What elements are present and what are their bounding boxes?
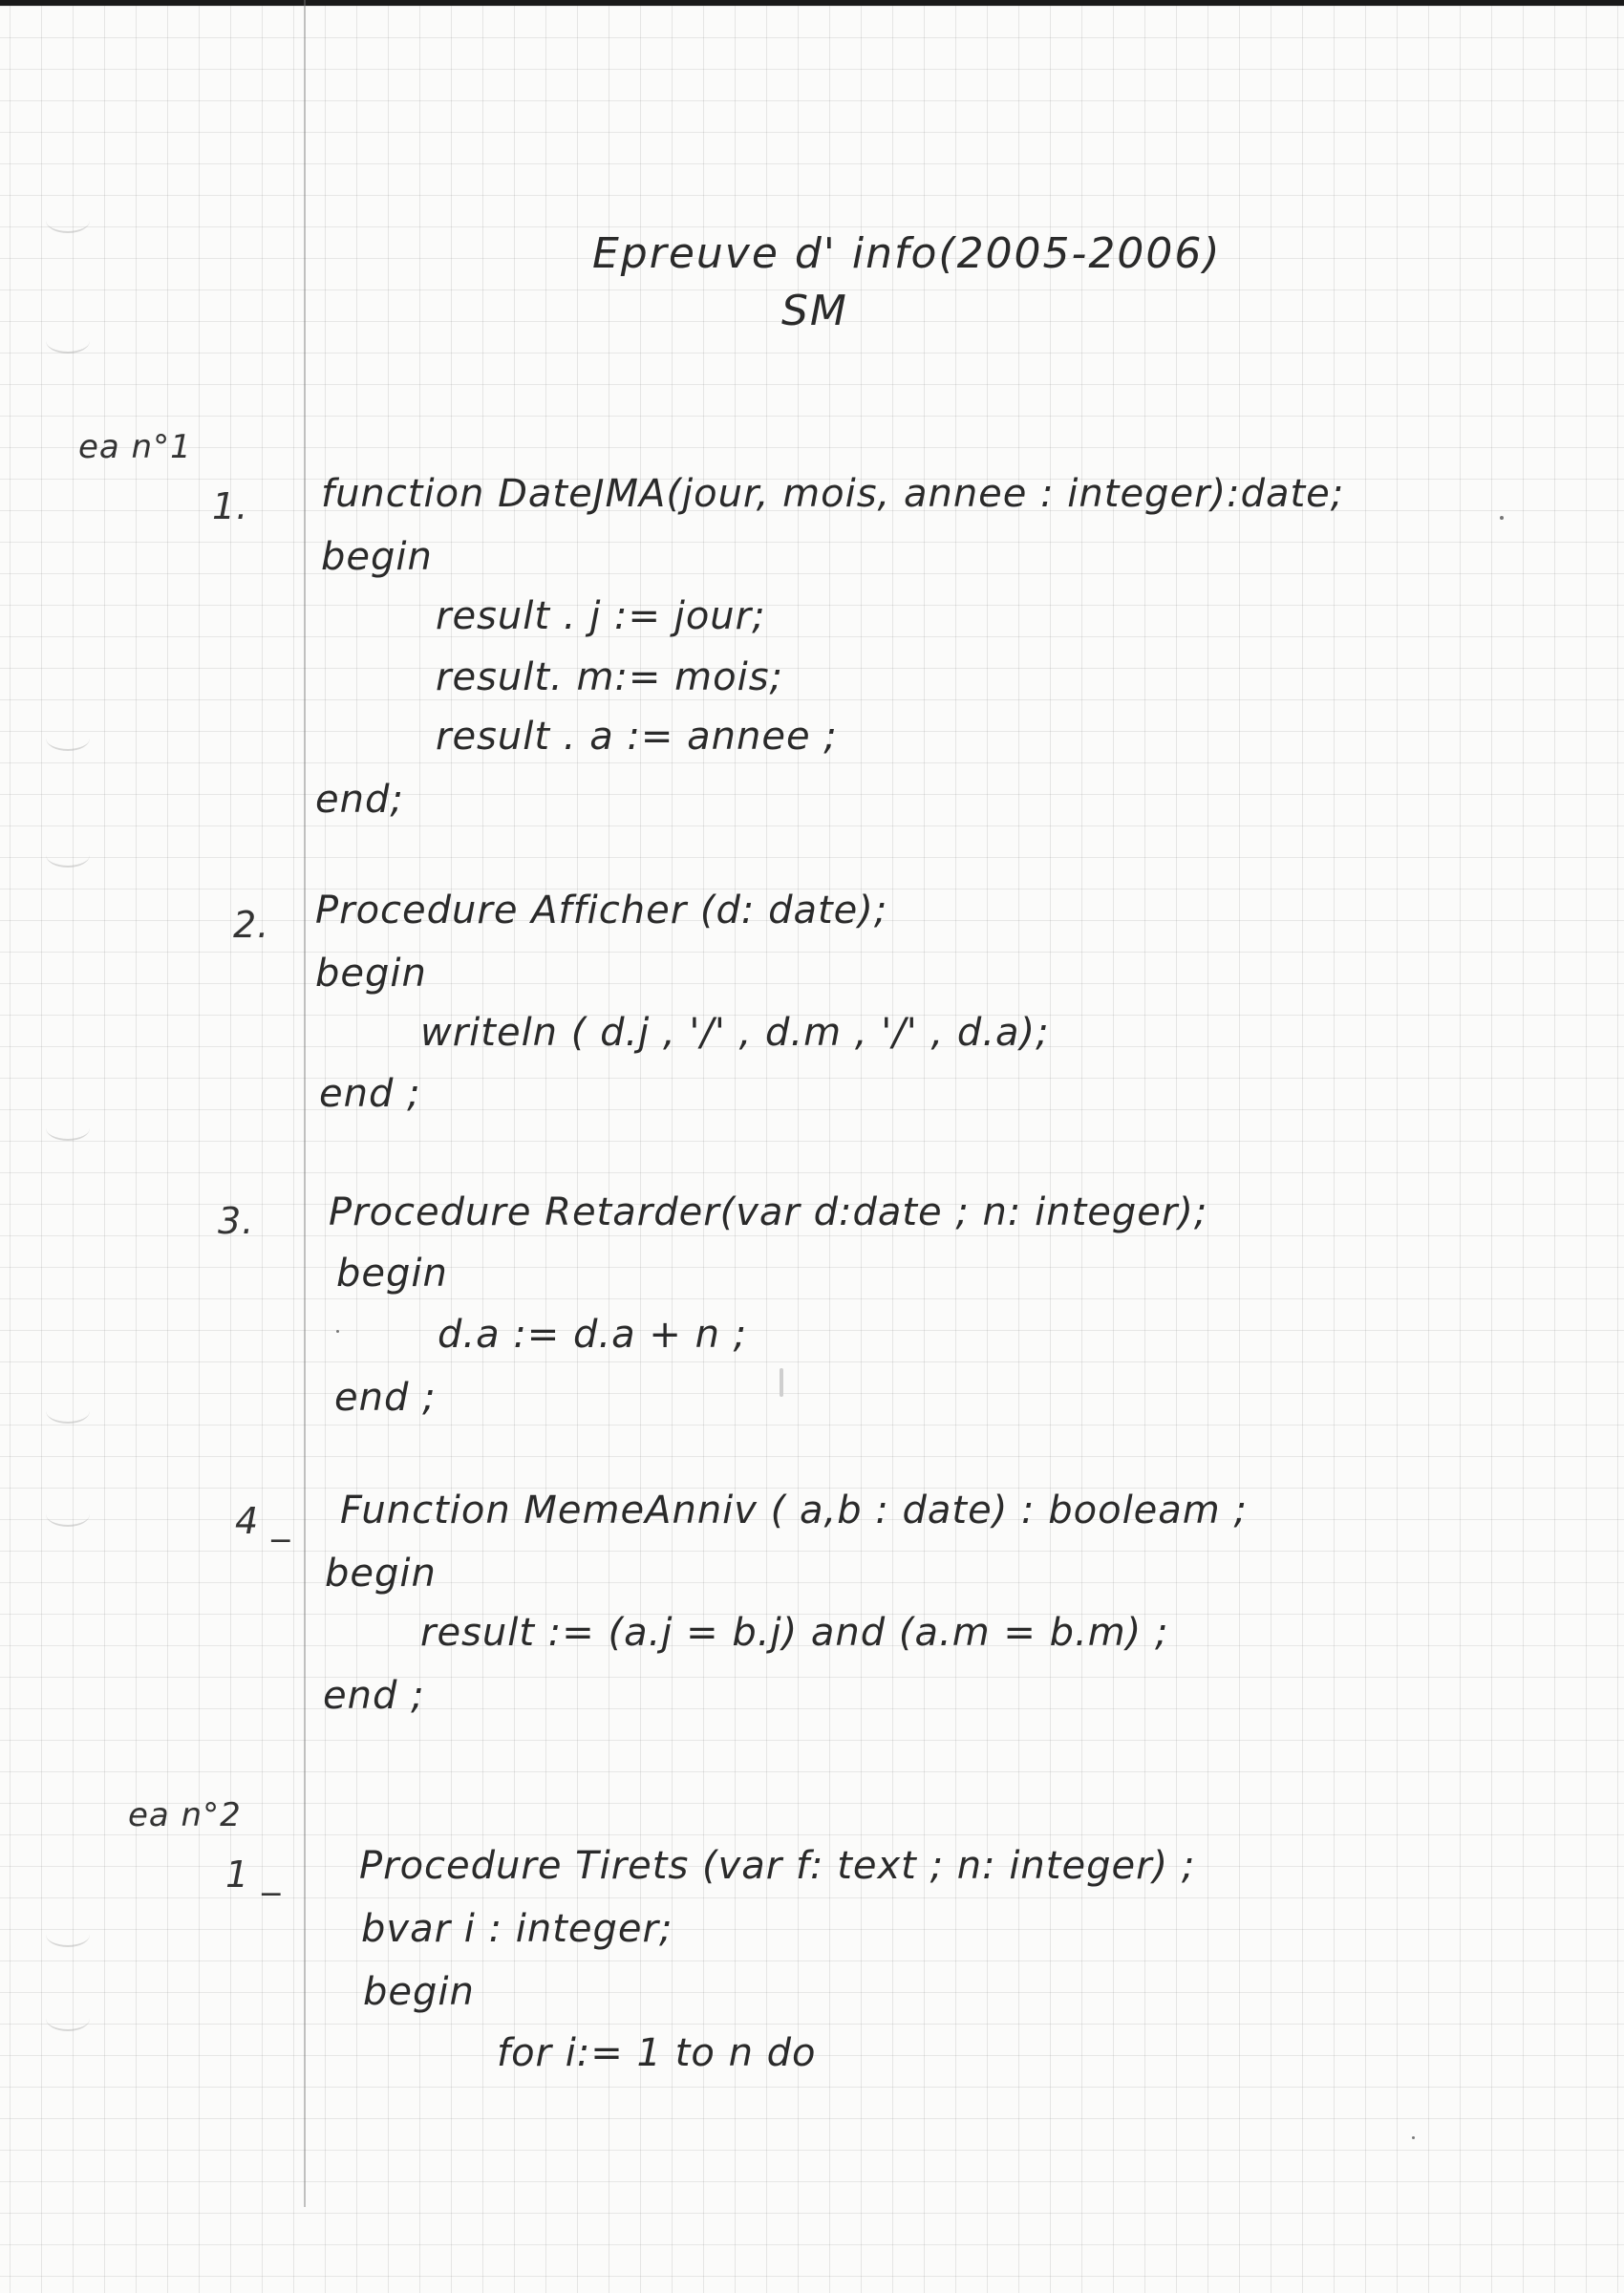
code-line: result. m:= mois;	[436, 655, 784, 699]
binder-hole	[46, 1922, 90, 1947]
binder-hole	[46, 208, 90, 233]
scan-speck	[1412, 2136, 1415, 2139]
item-number: 3.	[218, 1200, 255, 1242]
code-line: end ;	[319, 1072, 421, 1116]
binder-hole	[46, 843, 90, 868]
code-line: begin	[315, 952, 427, 996]
code-line: bvar i : integer;	[361, 1907, 673, 1951]
binder-hole	[46, 2006, 90, 2031]
code-line: Function MemeAnniv ( a,b : date) : booleam ;	[340, 1489, 1248, 1532]
code-line: for i:= 1 to n do	[497, 2031, 817, 2075]
code-line: begin	[336, 1252, 448, 1296]
code-line: Procedure Tirets (var f: text ; n: integer) ;	[359, 1844, 1196, 1888]
code-line: Procedure Afficher (d: date);	[315, 889, 888, 932]
code-line: function DateJMA(jour, mois, annee : integer):date;	[321, 472, 1345, 516]
item-number: 2.	[233, 904, 270, 946]
page-subtitle: SM	[781, 287, 848, 335]
scan-speck	[780, 1368, 783, 1397]
code-line: d.a := d.a + n ;	[438, 1313, 748, 1357]
code-line: begin	[321, 535, 433, 579]
exercise-2-label: ea n°2	[128, 1796, 242, 1834]
code-line: writeln ( d.j , '/' , d.m , '/' , d.a);	[420, 1011, 1050, 1055]
binder-hole	[46, 1399, 90, 1424]
scan-speck	[336, 1330, 339, 1333]
item-number: 4 _	[235, 1500, 291, 1542]
exercise-1-label: ea n°1	[78, 428, 192, 466]
code-line: begin	[325, 1552, 437, 1596]
code-line: result . j := jour;	[436, 594, 766, 638]
code-line: end;	[315, 778, 404, 822]
binder-hole	[46, 329, 90, 354]
code-line: result := (a.j = b.j) and (a.m = b.m) ;	[420, 1611, 1169, 1655]
binder-hole	[46, 726, 90, 751]
binder-hole	[46, 1116, 90, 1141]
binder-hole	[46, 1502, 90, 1527]
scan-speck	[1500, 516, 1504, 520]
item-number: 1.	[212, 485, 249, 527]
item-number: 1 _	[225, 1854, 282, 1896]
margin-line	[304, 0, 306, 2207]
code-line: end ;	[334, 1376, 437, 1420]
code-line: begin	[363, 1970, 475, 2014]
page-top-edge	[0, 0, 1624, 6]
code-line: result . a := annee ;	[436, 715, 838, 759]
code-line: Procedure Retarder(var d:date ; n: integer);	[329, 1190, 1208, 1234]
page-title: Epreuve d' info(2005-2006)	[592, 229, 1222, 278]
code-line: end ;	[323, 1674, 425, 1718]
